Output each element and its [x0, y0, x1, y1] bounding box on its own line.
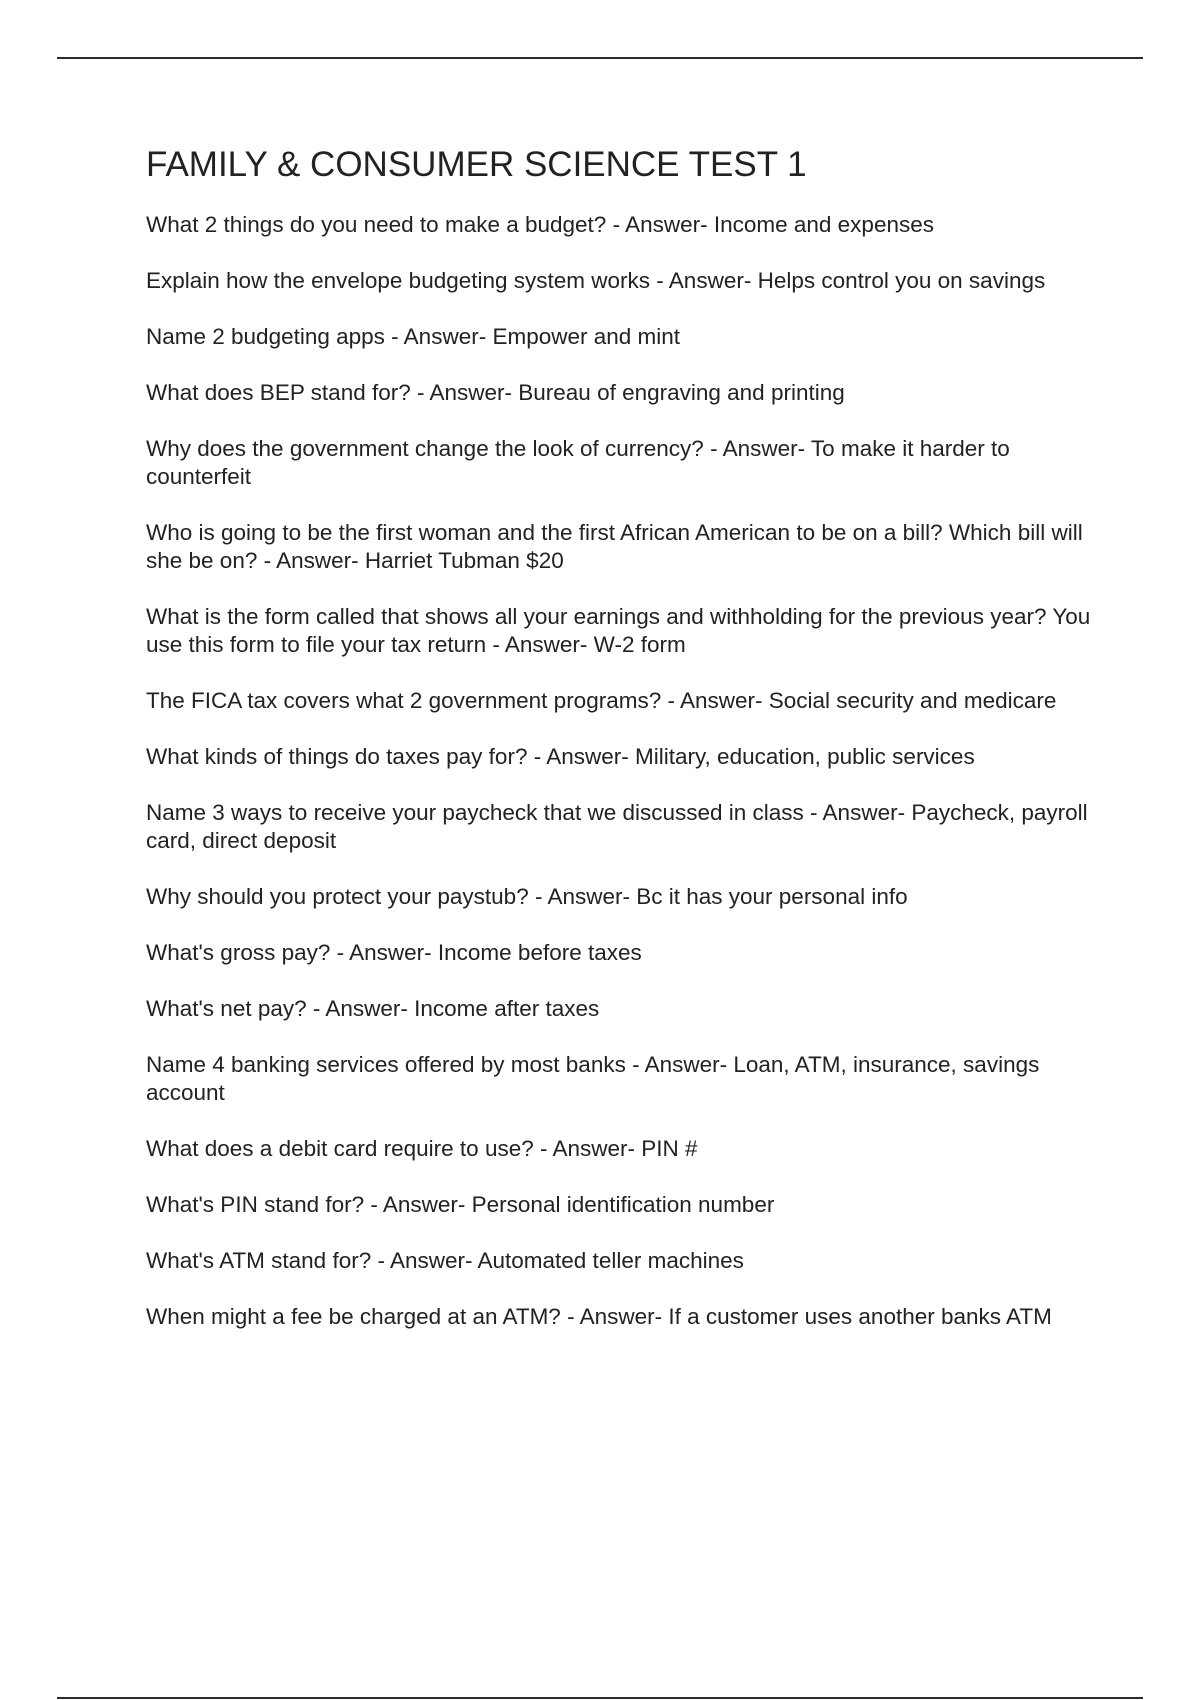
qa-item: When might a fee be charged at an ATM? - Answer- If a customer uses another banks ATM — [146, 1304, 1052, 1329]
qa-item: What's net pay? - Answer- Income after taxes — [146, 996, 600, 1021]
qa-item: What kinds of things do taxes pay for? - Answer- Military, education, public services — [146, 744, 975, 769]
qa-item: What's gross pay? - Answer- Income before taxes — [146, 940, 642, 965]
qa-item: Why should you protect your paystub? - Answer- Bc it has your personal info — [146, 884, 908, 909]
qa-item: Name 3 ways to receive your paycheck that we discussed in class - Answer- Paycheck, payroll card, direct deposit — [146, 800, 1088, 853]
qa-item: What's PIN stand for? - Answer- Personal identification number — [146, 1192, 775, 1217]
qa-item: What is the form called that shows all your earnings and withholding for the previous year? You use this form to file your tax return - Answer- W-2 form — [146, 604, 1091, 657]
qa-list — [146, 211, 1096, 1331]
top-rule — [57, 57, 1143, 59]
qa-item: Explain how the envelope budgeting system works - Answer- Helps control you on savings — [146, 268, 1046, 293]
document-body — [146, 143, 1096, 1359]
bottom-rule — [57, 1697, 1143, 1699]
qa-item: What's ATM stand for? - Answer- Automated teller machines — [146, 1248, 744, 1273]
qa-item: Name 2 budgeting apps - Answer- Empower and mint — [146, 324, 681, 349]
qa-item: The FICA tax covers what 2 government programs? - Answer- Social security and medicare — [146, 688, 1057, 713]
qa-item: What 2 things do you need to make a budget? - Answer- Income and expenses — [146, 212, 934, 237]
qa-item: Who is going to be the first woman and the first African American to be on a bill? Which bill will she be on? - Answer- Harriet Tubman $20 — [146, 520, 1083, 573]
qa-item: What does a debit card require to use? - Answer- PIN # — [146, 1136, 698, 1161]
document-title: FAMILY & CONSUMER SCIENCE TEST 1 — [146, 145, 807, 184]
qa-item: What does BEP stand for? - Answer- Bureau of engraving and printing — [146, 380, 845, 405]
qa-item: Name 4 banking services offered by most banks - Answer- Loan, ATM, insurance, savings account — [146, 1052, 1040, 1105]
qa-item: Why does the government change the look of currency? - Answer- To make it harder to counterfeit — [146, 436, 1010, 489]
